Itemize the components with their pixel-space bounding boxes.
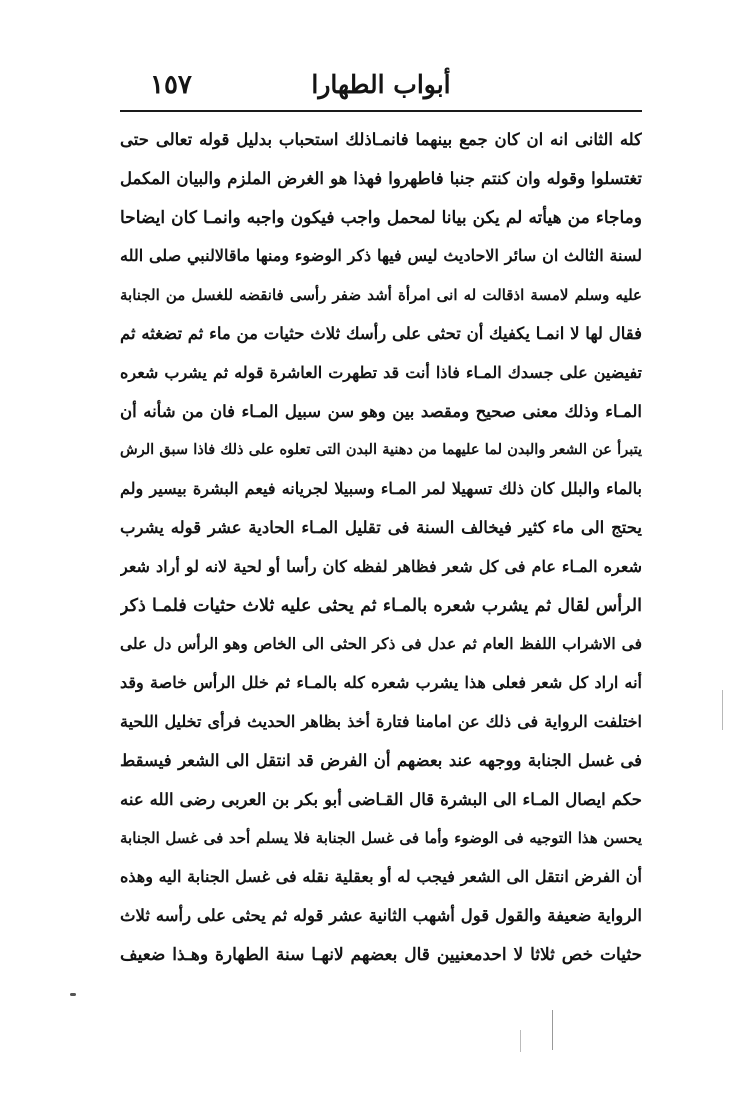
- text-line: بالماء والبلل كان ذلك تسهيلا لمر المـاء وسبيلا لجريانه فيعم البشرة بيسير ولم: [120, 479, 642, 499]
- text-line: حكم ايصال المـاء الى البشرة قال القـاضى أبو بكر بن العربى رضى الله عنه: [120, 789, 642, 809]
- text-line: شعره المـاء عام فى كل شعر فظاهر لفظه كان رأسا أو لحية لانه لو أراد شعر: [120, 556, 642, 576]
- text-line: فى الاشراب اللفظ العام ثم عدل فى ذكر الحثى الى الخاص وهو الرأس دل على: [120, 634, 642, 654]
- page-header: [120, 60, 642, 108]
- text-line: الرواية ضعيفة والقول قول أشهب الثانية عشر قوله ثم يحثى على رأسه ثلاث: [120, 905, 642, 925]
- text-line: يتبرأ عن الشعر والبدن لما عليهما من دهنية البدن التى تعلوه على ذلك فاذا سبق الرش: [120, 441, 642, 459]
- text-line: تغتسلوا وقوله وان كنتم جنبا فاطهروا فهذا هو الغرض الملزم والبيان المكمل: [120, 168, 642, 188]
- text-line: عليه وسلم لامسة اذقالت له انى امرأة أشد ضفر رأسى فانقضه للغسل من الجنابة: [120, 286, 642, 305]
- text-line: أنه اراد كل شعر فعلى هذا يشرب شعره كله بالمـاء ثم خلل الرأس خاصة وقد: [120, 673, 642, 693]
- text-line: فقال لها لا انمـا يكفيك أن تحثى على رأسك ثلاث حثيات من ماء ثم تضغثه ثم: [120, 323, 642, 343]
- text-line: حثيات خص ثلاثا لا احدمعنيين قال بعضهم لانهـا سنة الطهارة وهـذا ضعيف: [120, 944, 642, 965]
- text-line: كله الثانى انه ان كان جمع بينهما فانمـاذلك استحباب بدليل قوله تعالى حتى: [120, 130, 642, 149]
- text-line: يحسن هذا التوجيه فى الوضوء وأما فى غسل الجنابة فلا يسلم أحد فى غسل الجنابة: [120, 829, 642, 848]
- text-line: اختلفت الرواية فى ذلك عن امامنا فتارة أخذ بظاهر الحديث فرأى تخليل اللحية: [120, 711, 642, 731]
- text-line: وماجاء من هيأته لم يكن بيانا لمحمل واجب فيكون واجبه وانمـا كان ايضاحا: [120, 207, 642, 228]
- text-line: المـاء وذلك معنى صحيح ومقصد بين وهو سن سبيل المـاء فان من شأنه أن: [120, 401, 642, 421]
- body-text: [120, 121, 642, 975]
- ink-speck: [70, 993, 76, 996]
- text-line: أن الفرض انتقل الى الشعر فيجب له أو بعقلية نقله فى غسل الجنابة اليه وهذه: [120, 867, 642, 887]
- text-line: تفيضين على جسدك المـاء فاذا أنت قد تطهرت العاشرة قوله ثم يشرب شعره: [120, 362, 642, 382]
- margin-scan-mark: [520, 1030, 521, 1052]
- page-number: ١٥٧: [150, 70, 192, 100]
- text-line: فى غسل الجنابة ووجهه عند بعضهم أن الفرض قد انتقل الى الشعر فيسقط: [120, 750, 642, 770]
- margin-scan-mark: [722, 690, 723, 730]
- header-rule: [120, 110, 642, 112]
- text-line: الرأس لقال ثم يشرب شعره بالمـاء ثم يحثى عليه ثلاث حثيات فلمـا ذكر: [120, 595, 642, 616]
- margin-scan-mark: [552, 1010, 553, 1050]
- text-line: لسنة الثالث ان سائر الاحاديث ليس فيها ذكر الوضوء ومنها ماقالالنبي صلى الله: [120, 246, 642, 266]
- text-line: يحتج الى ماء كثير فيخالف السنة فى تقليل المـاء الحادية عشر قوله يشرب: [120, 517, 642, 537]
- running-title: أبواب الطهارا: [311, 70, 451, 99]
